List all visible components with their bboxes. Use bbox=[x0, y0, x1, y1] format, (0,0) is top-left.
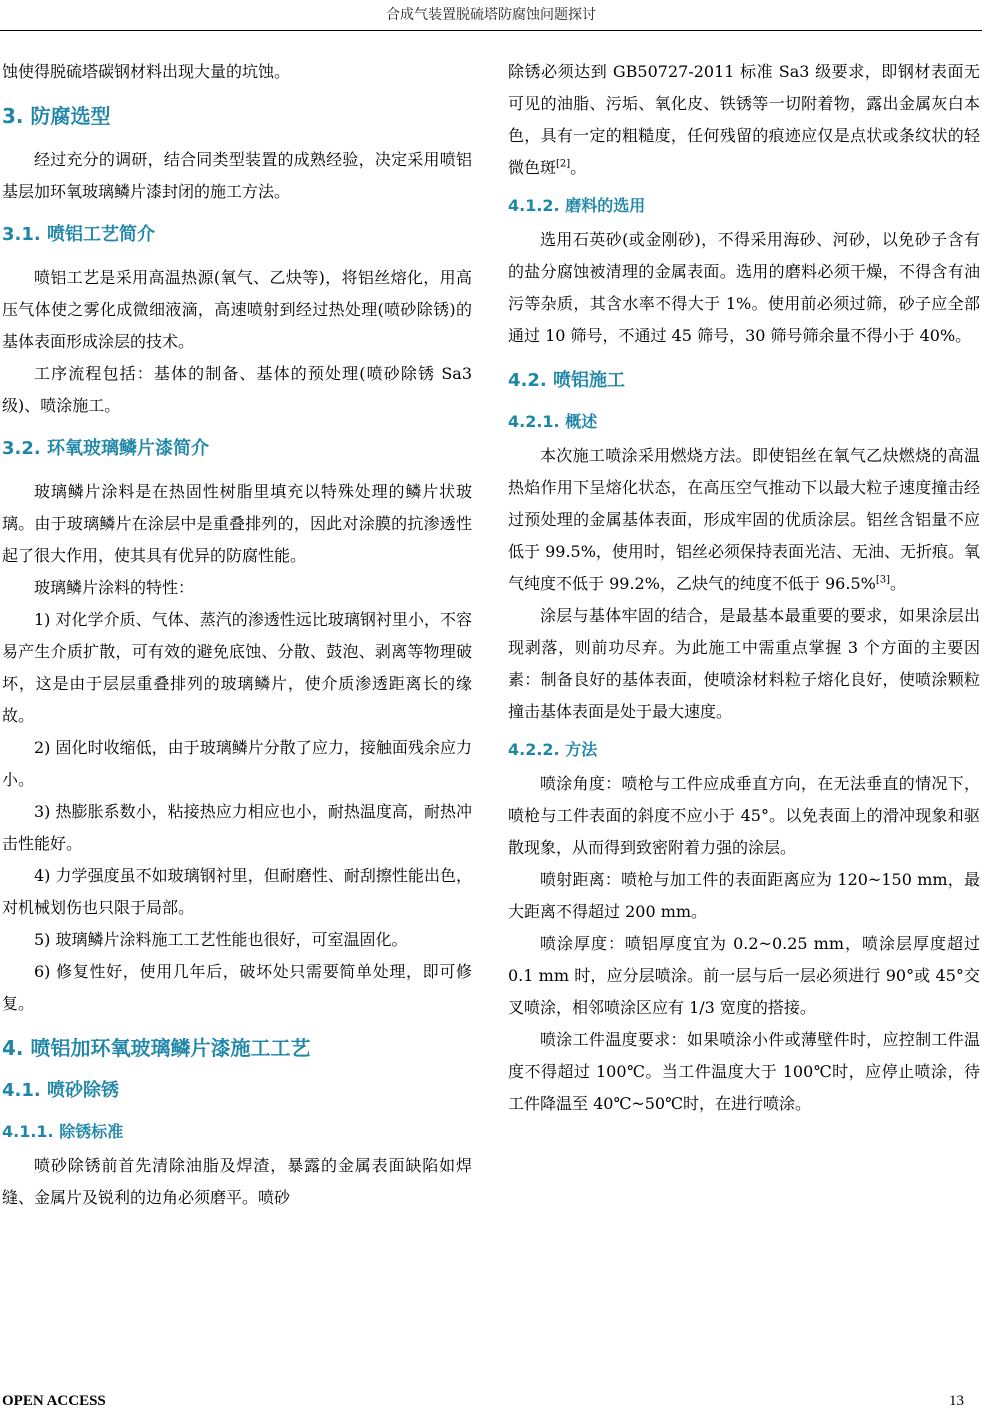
citation-ref: [2] bbox=[556, 158, 571, 170]
paragraph: 工序流程包括：基体的制备、基体的预处理(喷砂除锈 Sa3 级)、喷涂施工。 bbox=[2, 364, 472, 415]
section-heading-3-2: 3.2. 环氧玻璃鳞片漆简介 bbox=[2, 438, 209, 459]
paragraph: 经过充分的调研，结合同类型装置的成熟经验，决定采用喷铝基层加环氧玻璃鳞片漆封闭的施工方法。 bbox=[2, 150, 472, 201]
paragraph: 喷涂厚度：喷铝厚度宜为 0.2~0.25 mm，喷涂层厚度超过 0.1 mm 时，应分层喷涂。前一层与后一层必须进行 90°或 45°交叉喷涂，相邻喷涂区应有 1/3 宽度的搭接。 bbox=[508, 934, 980, 1017]
section-heading-4-1-2: 4.1.2. 磨料的选用 bbox=[508, 196, 646, 215]
paragraph-text: 本次施工喷涂采用燃烧方法。即使铝丝在氧气乙炔燃烧的高温热焰作用下呈熔化状态，在高压空气推动下以最大粒子速度撞击经过预处理的金属基体表面，形成牢固的优质涂层。铝丝含铝量不应低于 99.5%，使用时，铝丝必须保持表面光洁、无油、无折痕。氧气纯度不低于 99.2%，乙炔气的纯度不低于 96.5% bbox=[508, 446, 980, 593]
list-item: 1) 对化学介质、气体、蒸汽的渗透性远比玻璃钢衬里小，不容易产生介质扩散，可有效的避免底蚀、分散、鼓泡、剥离等物理破坏，这是由于层层重叠排列的玻璃鳞片，使介质渗透距离长的缘故。 bbox=[2, 610, 472, 725]
paragraph bbox=[508, 56, 980, 184]
paragraph: 玻璃鳞片涂料的特性： bbox=[34, 578, 195, 597]
paragraph bbox=[508, 440, 980, 600]
paragraph: 喷砂除锈前首先清除油脂及焊渣，暴露的金属表面缺陷如焊缝、金属片及锐利的边角必须磨平。喷砂 bbox=[2, 1156, 472, 1207]
section-heading-4: 4. 喷铝加环氧玻璃鳞片漆施工工艺 bbox=[2, 1036, 311, 1060]
section-heading-4-2: 4.2. 喷铝施工 bbox=[508, 370, 625, 391]
left-column bbox=[2, 56, 472, 1214]
right-column bbox=[508, 56, 980, 1120]
paragraph: 涂层与基体牢固的结合，是最基本最重要的要求，如果涂层出现剥落，则前功尽弃。为此施工中需重点掌握 3 个方面的主要因素：制备良好的基体表面，使喷涂材料粒子熔化良好，使喷涂颗粒撞击基体表面是处于最大速度。 bbox=[508, 606, 980, 721]
header-rule bbox=[0, 30, 982, 31]
paragraph: 喷射距离：喷枪与加工件的表面距离应为 120~150 mm，最大距离不得超过 200 mm。 bbox=[508, 870, 980, 921]
list-item: 4) 力学强度虽不如玻璃钢衬里，但耐磨性、耐刮擦性能出色，对机械划伤也只限于局部。 bbox=[2, 866, 472, 917]
paragraph: 喷涂角度：喷枪与工件应成垂直方向，在无法垂直的情况下，喷枪与工件表面的斜度不应小于 45°。以免表面上的滑冲现象和驱散现象，从而得到致密附着力强的涂层。 bbox=[508, 774, 980, 857]
paragraph-end: 。 bbox=[890, 574, 907, 593]
list-item: 2) 固化时收缩低，由于玻璃鳞片分散了应力，接触面残余应力小。 bbox=[2, 738, 472, 789]
list-item: 3) 热膨胀系数小，粘接热应力相应也小，耐热温度高，耐热冲击性能好。 bbox=[2, 802, 472, 853]
citation-ref: [3] bbox=[875, 574, 891, 586]
open-access-label: OPEN ACCESS bbox=[2, 1393, 106, 1409]
paragraph: 喷铝工艺是采用高温热源(氧气、乙炔等)，将铝丝熔化，用高压气体使之雾化成微细液滴，高速喷射到经过热处理(喷砂除锈)的基体表面形成涂层的技术。 bbox=[2, 268, 472, 351]
paragraph-text: 除锈必须达到 GB50727-2011 标准 Sa3 级要求，即钢材表面无可见的油脂、污垢、氧化皮、铁锈等一切附着物，露出金属灰白本色，具有一定的粗糙度，任何残留的痕迹应仅是点状或条纹状的轻微色斑 bbox=[508, 62, 980, 177]
section-heading-4-2-2: 4.2.2. 方法 bbox=[508, 740, 598, 759]
paragraph: 玻璃鳞片涂料是在热固性树脂里填充以特殊处理的鳞片状玻璃。由于玻璃鳞片在涂层中是重叠排列的，因此对涂膜的抗渗透性起了很大作用，使其具有优异的防腐性能。 bbox=[2, 482, 472, 565]
section-heading-3-1: 3.1. 喷铝工艺简介 bbox=[2, 224, 155, 245]
paragraph-end: 。 bbox=[570, 158, 587, 177]
section-heading-3: 3. 防腐选型 bbox=[2, 104, 111, 128]
page-number: 13 bbox=[949, 1393, 964, 1409]
section-heading-4-1: 4.1. 喷砂除锈 bbox=[2, 1080, 119, 1101]
paragraph: 蚀使得脱硫塔碳钢材料出现大量的坑蚀。 bbox=[2, 62, 291, 81]
section-heading-4-2-1: 4.2.1. 概述 bbox=[508, 412, 598, 431]
paragraph: 喷涂工件温度要求：如果喷涂小件或薄壁件时，应控制工件温度不得超过 100℃。当工件温度大于 100℃时，应停止喷涂，待工件降温至 40℃~50℃时，在进行喷涂。 bbox=[508, 1030, 980, 1113]
running-title: 合成气装置脱硫塔防腐蚀问题探讨 bbox=[386, 7, 596, 23]
paragraph: 选用石英砂(或金刚砂)，不得采用海砂、河砂，以免砂子含有的盐分腐蚀被清理的金属表面。选用的磨料必须干燥，不得含有油污等杂质，其含水率不得大于 1%。使用前必须过筛，砂子应全部通过 10 筛号，不通过 45 筛号，30 筛号筛余量不得小于 40%。 bbox=[508, 230, 980, 345]
section-heading-4-1-1: 4.1.1. 除锈标准 bbox=[2, 1122, 124, 1141]
list-item: 6) 修复性好，使用几年后，破坏处只需要简单处理，即可修复。 bbox=[2, 962, 472, 1013]
list-item: 5) 玻璃鳞片涂料施工工艺性能也很好，可室温固化。 bbox=[34, 930, 408, 949]
